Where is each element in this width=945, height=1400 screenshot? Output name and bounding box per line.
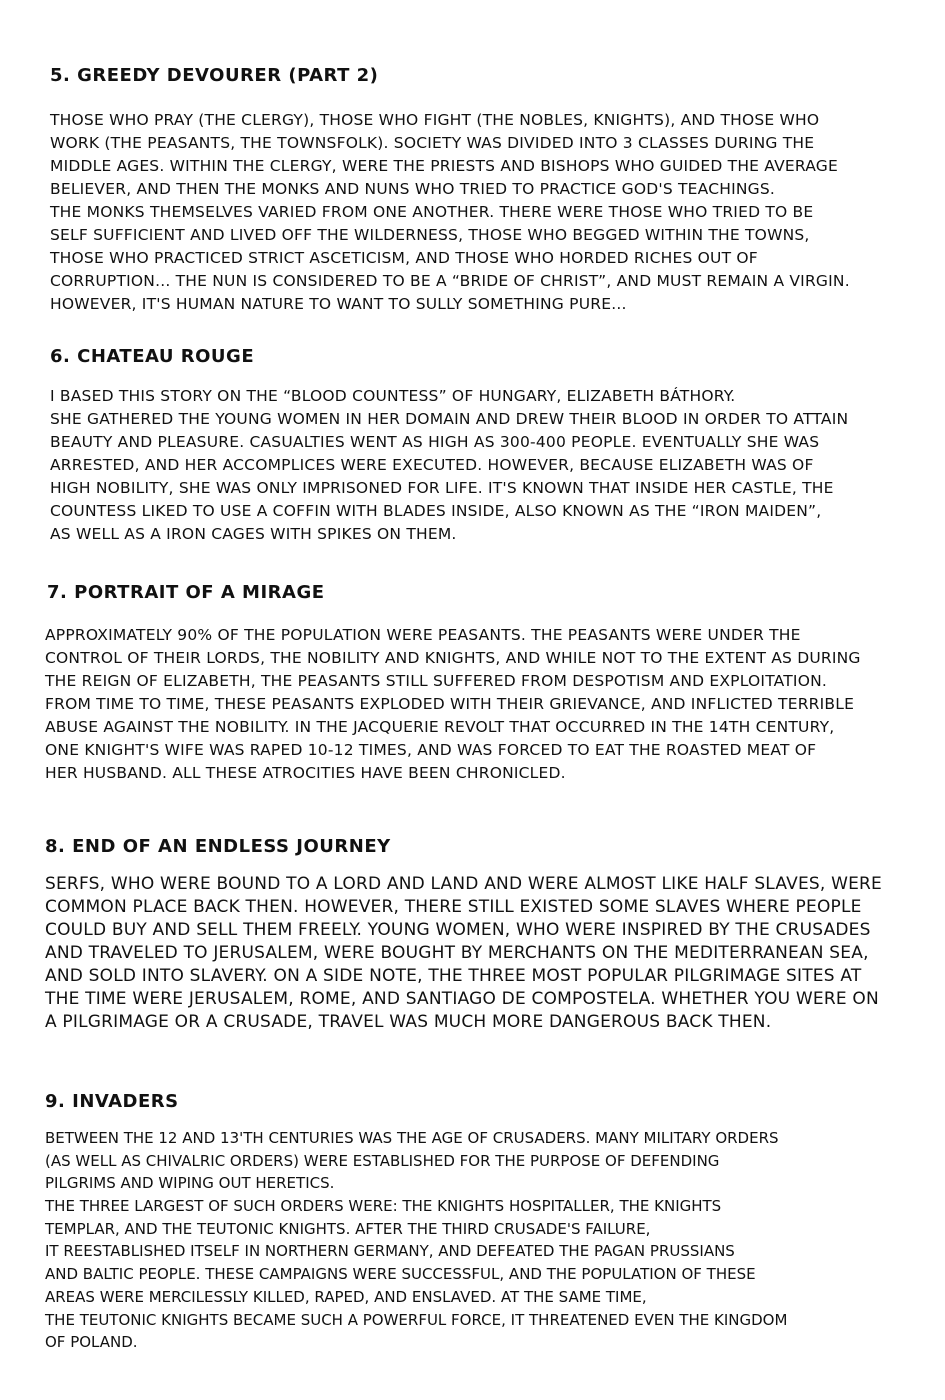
body-line: AS WELL AS A IRON CAGES WITH SPIKES ON THEM. [50, 525, 457, 543]
section-title: 9. INVADERS [45, 1091, 179, 1112]
body-line: THE REIGN OF ELIZABETH, THE PEASANTS STILL SUFFERED FROM DESPOTISM AND EXPLOITATION. [45, 672, 828, 690]
body-line: THE TIME WERE JERUSALEM, ROME, AND SANTIAGO DE COMPOSTELA. WHETHER YOU WERE ON [45, 989, 879, 1009]
section-body [50, 109, 850, 316]
section-title: 5. GREEDY DEVOURER (PART 2) [50, 65, 379, 86]
body-line: APPROXIMATELY 90% OF THE POPULATION WERE PEASANTS. THE PEASANTS WERE UNDER THE [45, 626, 801, 644]
body-line: HIGH NOBILITY, SHE WAS ONLY IMPRISONED FOR LIFE. IT'S KNOWN THAT INSIDE HER CASTLE, THE [50, 479, 834, 497]
body-line: COUNTESS LIKED TO USE A COFFIN WITH BLADES INSIDE, ALSO KNOWN AS THE “IRON MAIDEN”, [50, 502, 822, 520]
section-body [45, 1127, 787, 1354]
body-line: CONTROL OF THEIR LORDS, THE NOBILITY AND KNIGHTS, AND WHILE NOT TO THE EXTENT AS DURING [45, 649, 861, 667]
body-line: THOSE WHO PRACTICED STRICT ASCETICISM, AND THOSE WHO HORDED RICHES OUT OF [50, 249, 758, 267]
body-line: CORRUPTION... THE NUN IS CONSIDERED TO BE A “BRIDE OF CHRIST”, AND MUST REMAIN A VIRGIN. [50, 272, 850, 290]
body-line: THE TEUTONIC KNIGHTS BECAME SUCH A POWERFUL FORCE, IT THREATENED EVEN THE KINGDOM [45, 1310, 788, 1329]
body-line: ONE KNIGHT'S WIFE WAS RAPED 10-12 TIMES, AND WAS FORCED TO EAT THE ROASTED MEAT OF [45, 741, 817, 759]
section-body [50, 385, 848, 546]
body-line: HOWEVER, IT'S HUMAN NATURE TO WANT TO SULLY SOMETHING PURE... [50, 295, 627, 313]
section-title: 6. CHATEAU ROUGE [50, 346, 255, 367]
body-line: WORK (THE PEASANTS, THE TOWNSFOLK). SOCIETY WAS DIVIDED INTO 3 CLASSES DURING THE [50, 134, 815, 152]
body-line: OF POLAND. [45, 1333, 138, 1352]
body-line: TEMPLAR, AND THE TEUTONIC KNIGHTS. AFTER THE THIRD CRUSADE'S FAILURE, [45, 1219, 651, 1238]
body-line: ABUSE AGAINST THE NOBILITY. IN THE JACQUERIE REVOLT THAT OCCURRED IN THE 14TH CENTURY, [45, 718, 835, 736]
body-line: I BASED THIS STORY ON THE “BLOOD COUNTESS” OF HUNGARY, ELIZABETH BÁTHORY. [50, 387, 736, 405]
body-line: AND TRAVELED TO JERUSALEM, WERE BOUGHT BY MERCHANTS ON THE MEDITERRANEAN SEA, [45, 943, 869, 963]
body-line: PILGRIMS AND WIPING OUT HERETICS. [45, 1174, 335, 1193]
body-line: COMMON PLACE BACK THEN. HOWEVER, THERE STILL EXISTED SOME SLAVES WHERE PEOPLE [45, 897, 862, 917]
body-line: AND BALTIC PEOPLE. THESE CAMPAIGNS WERE SUCCESSFUL, AND THE POPULATION OF THESE [45, 1265, 756, 1284]
body-line: BEAUTY AND PLEASURE. CASUALTIES WENT AS HIGH AS 300-400 PEOPLE. EVENTUALLY SHE WAS [50, 433, 820, 451]
body-line: AREAS WERE MERCILESSLY KILLED, RAPED, AND ENSLAVED. AT THE SAME TIME, [45, 1287, 647, 1306]
body-line: A PILGRIMAGE OR A CRUSADE, TRAVEL WAS MUCH MORE DANGEROUS BACK THEN. [45, 1012, 772, 1032]
body-line: SERFS, WHO WERE BOUND TO A LORD AND LAND AND WERE ALMOST LIKE HALF SLAVES, WERE [45, 874, 882, 894]
body-line: (AS WELL AS CHIVALRIC ORDERS) WERE ESTABLISHED FOR THE PURPOSE OF DEFENDING [45, 1151, 720, 1170]
body-line: FROM TIME TO TIME, THESE PEASANTS EXPLODED WITH THEIR GRIEVANCE, AND INFLICTED TERRIBLE [45, 695, 855, 713]
body-line: AND SOLD INTO SLAVERY. ON A SIDE NOTE, THE THREE MOST POPULAR PILGRIMAGE SITES AT [45, 966, 862, 986]
body-line: MIDDLE AGES. WITHIN THE CLERGY, WERE THE PRIESTS AND BISHOPS WHO GUIDED THE AVERAGE [50, 157, 838, 175]
body-line: IT REESTABLISHED ITSELF IN NORTHERN GERMANY, AND DEFEATED THE PAGAN PRUSSIANS [45, 1242, 735, 1261]
body-line: ARRESTED, AND HER ACCOMPLICES WERE EXECUTED. HOWEVER, BECAUSE ELIZABETH WAS OF [50, 456, 814, 474]
body-line: HER HUSBAND. ALL THESE ATROCITIES HAVE BEEN CHRONICLED. [45, 764, 566, 782]
body-line: BELIEVER, AND THEN THE MONKS AND NUNS WHO TRIED TO PRACTICE GOD'S TEACHINGS. [50, 180, 776, 198]
body-line: THE THREE LARGEST OF SUCH ORDERS WERE: THE KNIGHTS HOSPITALLER, THE KNIGHTS [45, 1197, 722, 1216]
body-line: THE MONKS THEMSELVES VARIED FROM ONE ANOTHER. THERE WERE THOSE WHO TRIED TO BE [50, 203, 814, 221]
section-body [45, 873, 882, 1034]
body-line: SHE GATHERED THE YOUNG WOMEN IN HER DOMAIN AND DREW THEIR BLOOD IN ORDER TO ATTAIN [50, 410, 849, 428]
body-line: COULD BUY AND SELL THEM FREELY. YOUNG WOMEN, WHO WERE INSPIRED BY THE CRUSADES [45, 920, 871, 940]
body-line: THOSE WHO PRAY (THE CLERGY), THOSE WHO FIGHT (THE NOBLES, KNIGHTS), AND THOSE WHO [50, 111, 820, 129]
body-line: BETWEEN THE 12 AND 13'TH CENTURIES WAS THE AGE OF CRUSADERS. MANY MILITARY ORDERS [45, 1129, 779, 1147]
section-title: 8. END OF AN ENDLESS JOURNEY [45, 836, 391, 857]
body-line: SELF SUFFICIENT AND LIVED OFF THE WILDERNESS, THOSE WHO BEGGED WITHIN THE TOWNS, [50, 226, 810, 244]
section-title: 7. PORTRAIT OF A MIRAGE [47, 582, 325, 603]
section-body [45, 624, 861, 785]
